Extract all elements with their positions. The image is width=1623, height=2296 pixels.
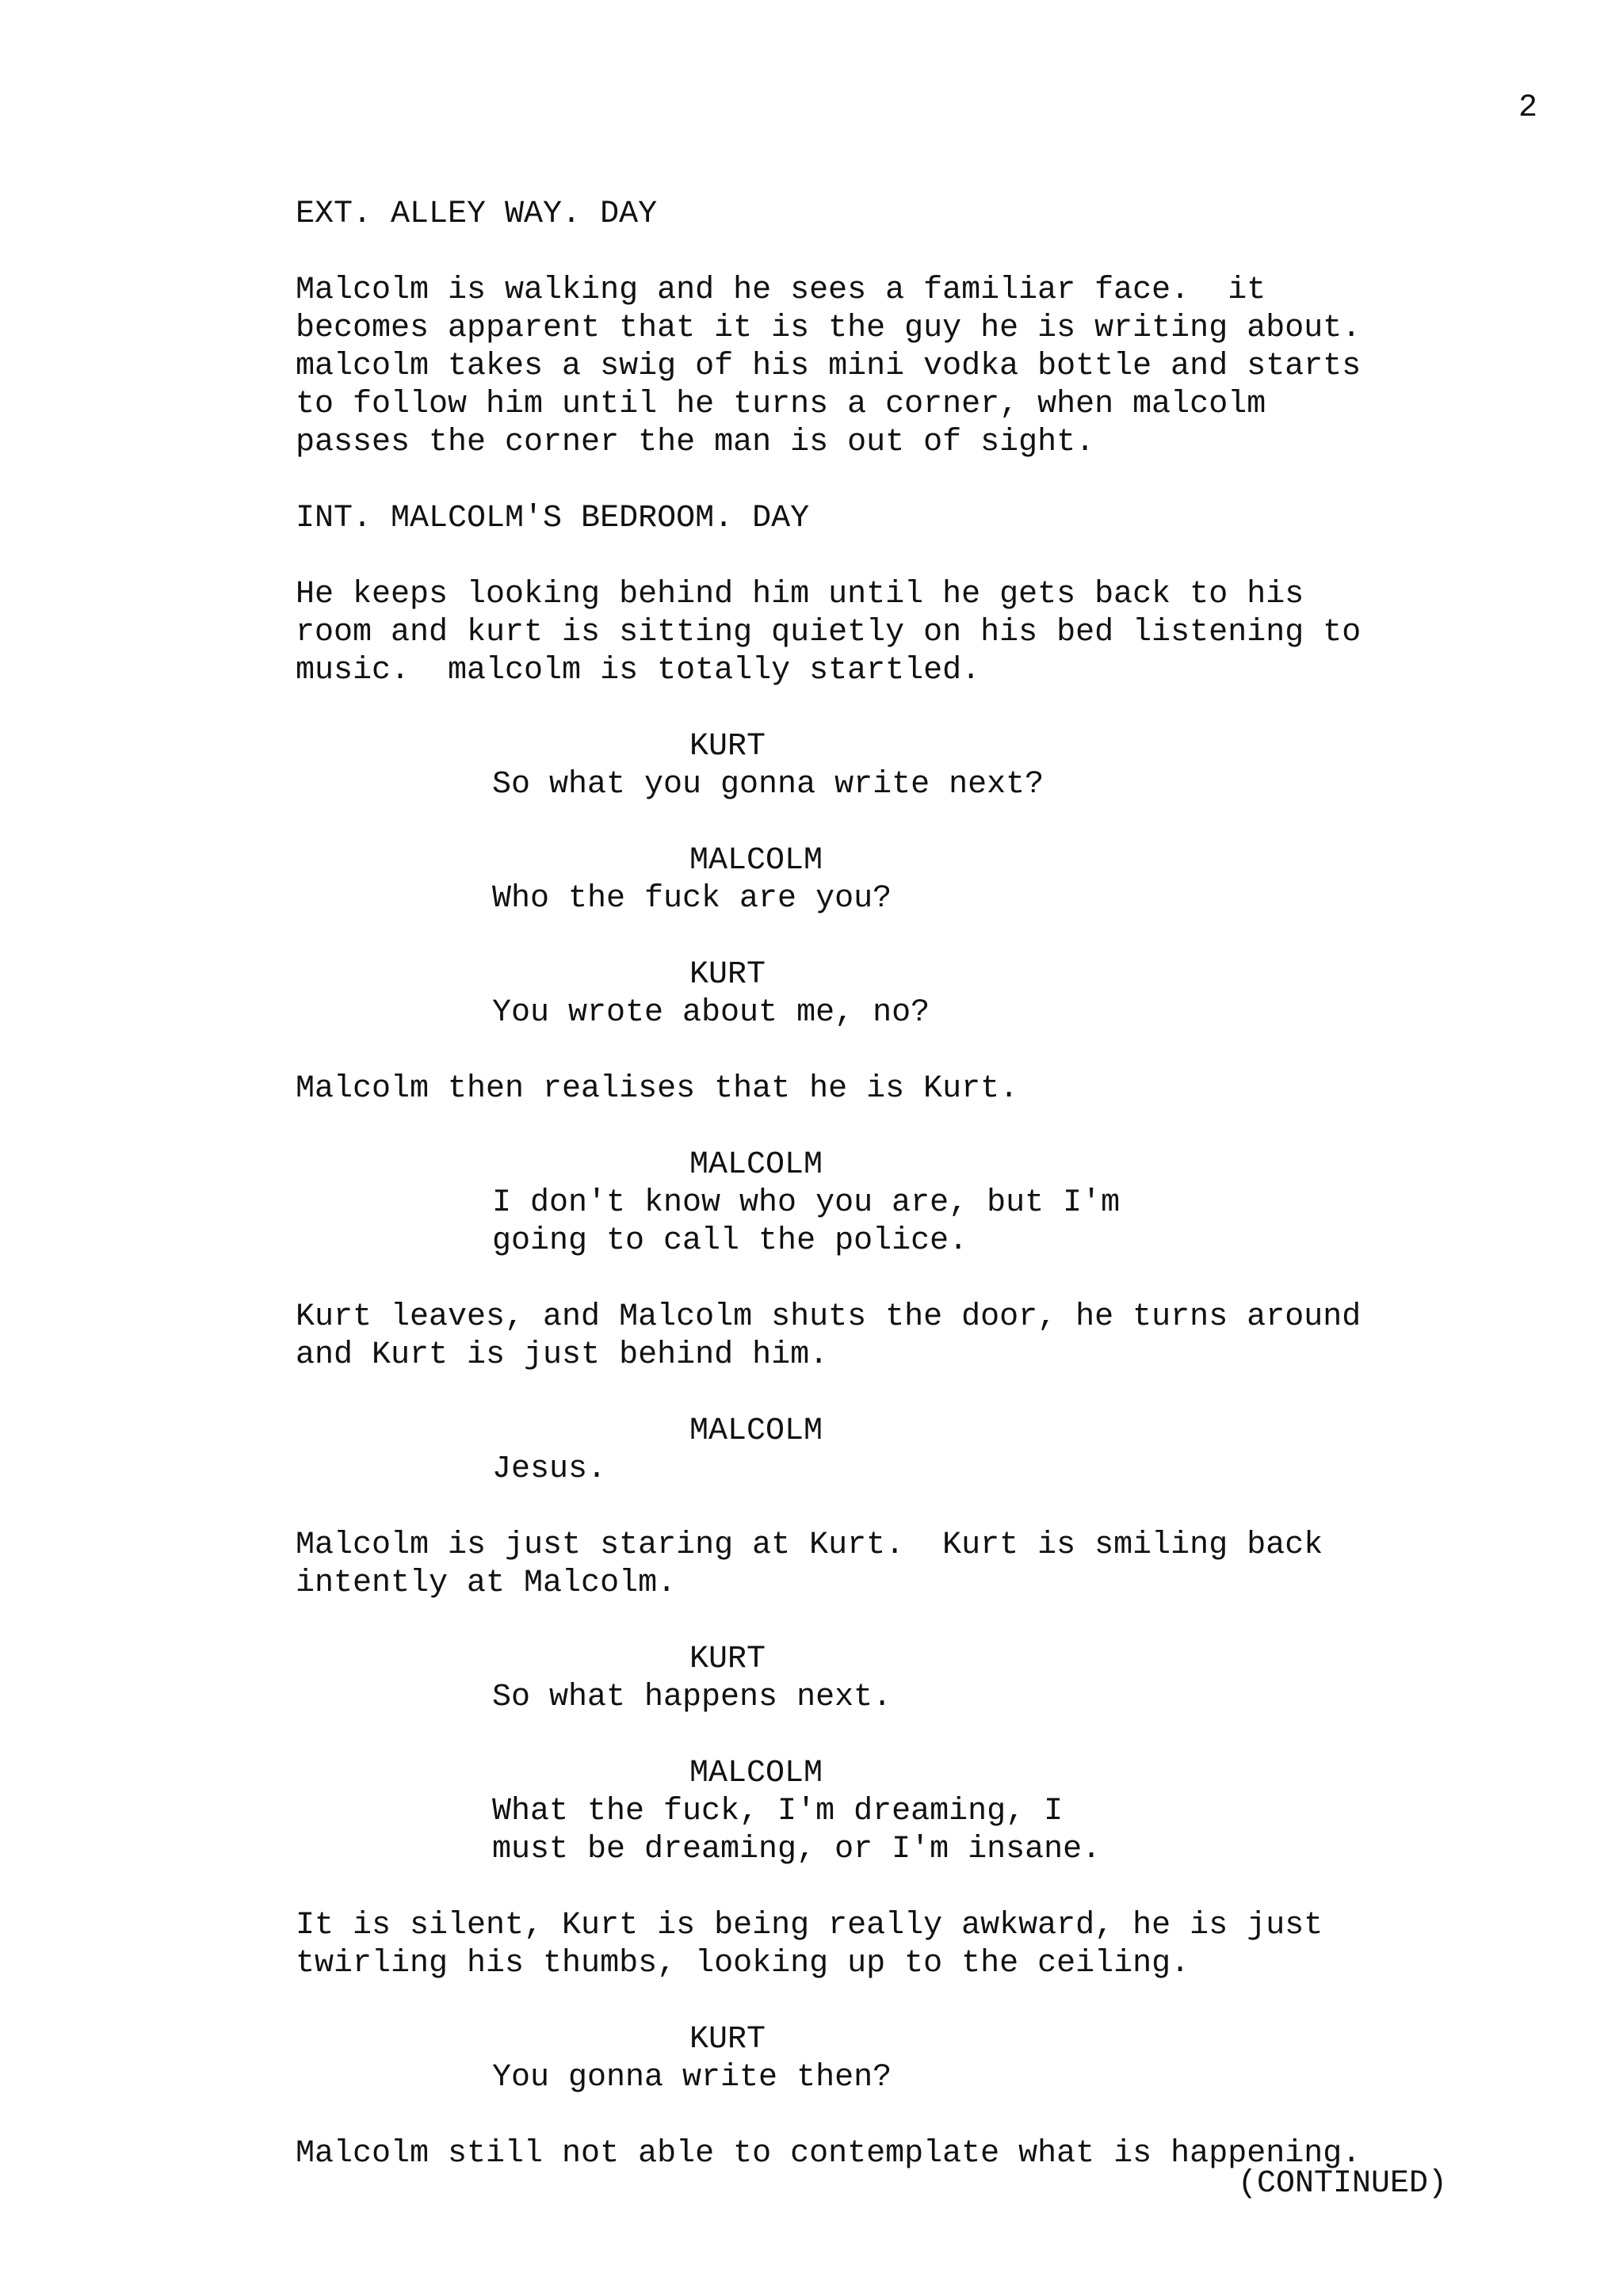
dialogue-block [296, 728, 1500, 804]
dialogue-line: You gonna write then? [492, 2060, 892, 2096]
dialogue-text [492, 2059, 1500, 2097]
dialogue-line: So what you gonna write next? [492, 767, 1044, 803]
action-line: malcolm takes a swig of his mini vodka bottle and starts [296, 349, 1361, 384]
dialogue-line: Jesus. [492, 1451, 607, 1487]
dialogue-text [492, 1793, 1500, 1869]
action-line: He keeps looking behind him until he gets back to his [296, 577, 1304, 612]
action-line: becomes apparent that it is the guy he is writing about. [296, 311, 1361, 346]
action-line: music. malcolm is totally startled. [296, 653, 981, 688]
character-name: KURT [689, 1642, 766, 1677]
dialogue-text [492, 1679, 1500, 1717]
dialogue-text [492, 1451, 1500, 1489]
character-name: MALCOLM [689, 1756, 823, 1791]
character-name: MALCOLM [689, 843, 823, 879]
dialogue-line: What the fuck, I'm dreaming, I [492, 1794, 1064, 1829]
scene-heading: INT. MALCOLM'S BEDROOM. DAY [296, 501, 810, 536]
dialogue-block [296, 956, 1500, 1032]
action-line: Malcolm is just staring at Kurt. Kurt is smiling back [296, 1527, 1323, 1563]
action-line: intently at Malcolm. [296, 1566, 677, 1601]
action-line: Malcolm still not able to contemplate what is happening. [296, 2136, 1361, 2172]
scene-heading: EXT. ALLEY WAY. DAY [296, 196, 658, 232]
dialogue-line: I don't know who you are, but I'm [492, 1185, 1121, 1221]
dialogue-text [492, 994, 1500, 1032]
dialogue-line: Who the fuck are you? [492, 881, 892, 917]
dialogue-block [296, 1413, 1500, 1489]
dialogue-block [296, 2021, 1500, 2097]
action-paragraph [296, 576, 1500, 690]
action-line: passes the corner the man is out of sight. [296, 425, 1095, 460]
action-line: twirling his thumbs, looking up to the ceiling. [296, 1946, 1190, 1981]
screenplay-body [296, 196, 1500, 2211]
action-paragraph [296, 1070, 1500, 1108]
dialogue-line: So what happens next. [492, 1680, 892, 1715]
dialogue-text [492, 880, 1500, 918]
dialogue-text [492, 766, 1500, 804]
action-paragraph [296, 1527, 1500, 1603]
action-paragraph [296, 1299, 1500, 1375]
continued-marker: (CONTINUED) [1237, 2166, 1447, 2202]
dialogue-block [296, 842, 1500, 918]
dialogue-line: must be dreaming, or I'm insane. [492, 1832, 1102, 1867]
dialogue-text [492, 1184, 1500, 1261]
character-name: KURT [689, 957, 766, 993]
character-name: MALCOLM [689, 1147, 823, 1183]
character-name: MALCOLM [689, 1413, 823, 1449]
action-line: Kurt leaves, and Malcolm shuts the door, he turns around [296, 1299, 1361, 1335]
dialogue-block [296, 1755, 1500, 1869]
action-line: It is silent, Kurt is being really awkward, he is just [296, 1908, 1323, 1943]
action-line: and Kurt is just behind him. [296, 1337, 829, 1373]
dialogue-line: You wrote about me, no? [492, 995, 930, 1031]
action-line: Malcolm is walking and he sees a familiar face. it [296, 273, 1266, 308]
action-paragraph [296, 1907, 1500, 1983]
dialogue-block [296, 1641, 1500, 1717]
character-name: KURT [689, 729, 766, 765]
dialogue-line: going to call the police. [492, 1223, 968, 1259]
action-line: Malcolm then realises that he is Kurt. [296, 1071, 1019, 1107]
dialogue-block [296, 1146, 1500, 1261]
page-number: 2 [1518, 90, 1537, 126]
action-paragraph [296, 272, 1500, 462]
character-name: KURT [689, 2022, 766, 2058]
action-line: room and kurt is sitting quietly on his bed listening to [296, 615, 1361, 650]
action-line: to follow him until he turns a corner, when malcolm [296, 387, 1266, 422]
